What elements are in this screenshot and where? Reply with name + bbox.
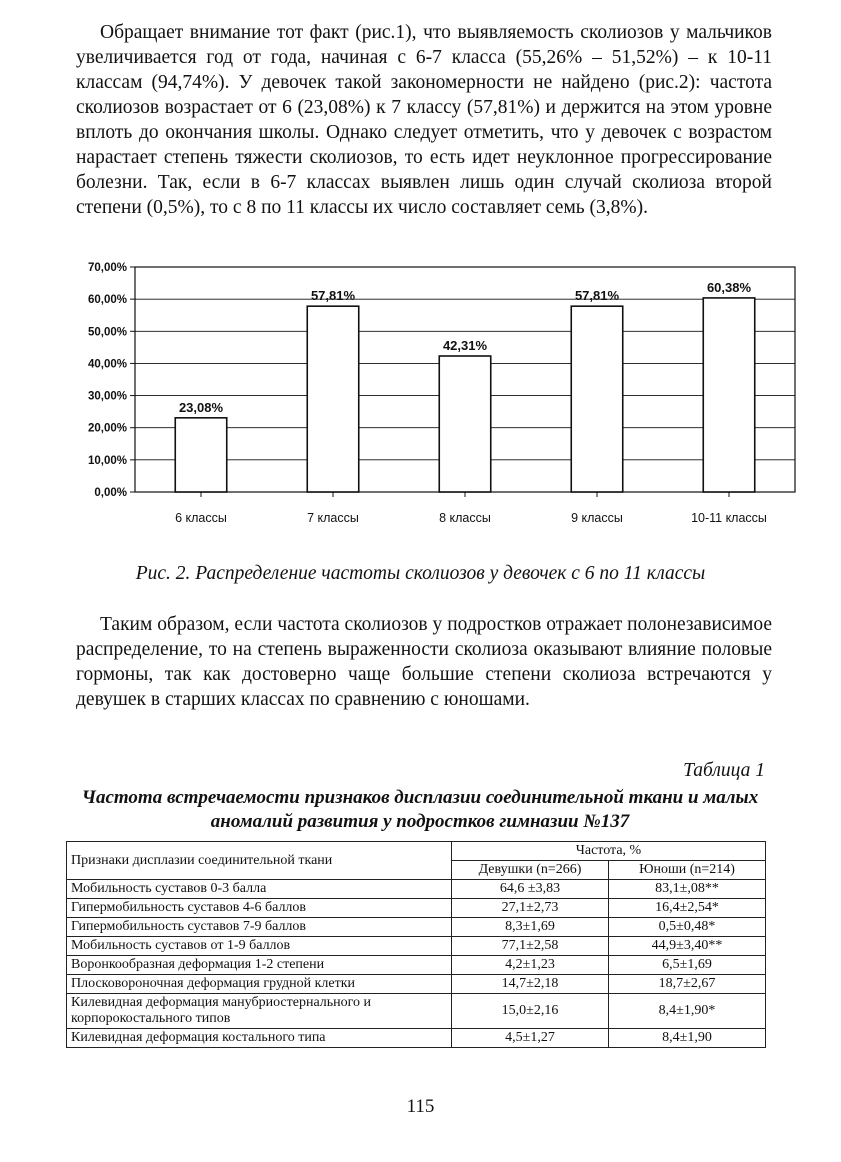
row-feature: Килевидная деформация костального типа	[67, 1029, 452, 1048]
row-feature: Килевидная деформация манубриостернального и корпорокостального типов	[67, 994, 452, 1029]
row-girls: 8,3±1,69	[452, 918, 609, 937]
table-row	[67, 937, 766, 956]
row-boys: 8,4±1,90	[609, 1029, 766, 1048]
x-tick-label: 9 классы	[571, 511, 623, 525]
header-boys: Юноши (n=214)	[609, 861, 766, 880]
row-boys: 83,1±,08**	[609, 880, 766, 899]
row-girls: 27,1±2,73	[452, 899, 609, 918]
data-table	[66, 841, 766, 1048]
table-row	[67, 880, 766, 899]
row-boys: 44,9±3,40**	[609, 937, 766, 956]
x-tick-label: 10-11 классы	[691, 511, 767, 525]
data-label: 42,31%	[442, 338, 488, 354]
y-tick-label: 70,00%	[87, 262, 127, 274]
x-tick-label: 6 классы	[175, 511, 227, 525]
x-tick-label: 8 классы	[439, 511, 491, 525]
table-row	[67, 1029, 766, 1048]
row-feature: Гипермобильность суставов 7-9 баллов	[67, 918, 452, 937]
bar	[439, 356, 490, 492]
paragraph-2: Таким образом, если частота сколиозов у подростков отражает полонезависимое распределение, то на степень выраженности сколиоза оказывают влияние половые гормоны, так как достоверно чаще большие степени сколиоза встречаются у девушек в старших классах по сравнению с юношами.	[76, 614, 772, 710]
table-row	[67, 956, 766, 975]
row-feature: Плосковороночная деформация грудной клетки	[67, 975, 452, 994]
table-title: Частота встречаемости признаков дисплазии соединительной ткани и малых аномалий развития у подростков гимназии №137	[81, 787, 759, 832]
row-girls: 77,1±2,58	[452, 937, 609, 956]
bar	[703, 298, 754, 492]
header-girls: Девушки (n=266)	[452, 861, 609, 880]
table-row	[67, 994, 766, 1029]
x-tick-label: 7 классы	[307, 511, 359, 525]
figure-caption: Рис. 2. Распределение частоты сколиозов у девочек с 6 по 11 классы	[135, 563, 706, 584]
bar	[307, 306, 358, 492]
y-tick-label: 60,00%	[87, 294, 127, 307]
header-frequency: Частота, %	[452, 842, 766, 861]
table-row	[67, 975, 766, 994]
row-boys: 16,4±2,54*	[609, 899, 766, 918]
table-label: Таблица 1	[683, 760, 765, 781]
row-boys: 18,7±2,67	[609, 975, 766, 994]
row-feature: Гипермобильность суставов 4-6 баллов	[67, 899, 452, 918]
y-tick-label: 50,00%	[87, 326, 127, 339]
data-label: 60,38%	[706, 279, 752, 295]
row-boys: 6,5±1,69	[609, 956, 766, 975]
row-feature: Мобильность суставов от 1-9 баллов	[67, 937, 452, 956]
y-tick-label: 40,00%	[87, 358, 127, 371]
bar	[571, 306, 622, 492]
data-label: 23,08%	[178, 399, 224, 415]
y-tick-label: 30,00%	[87, 390, 127, 403]
data-label: 57,81%	[310, 288, 356, 304]
bar-chart	[50, 255, 810, 555]
row-girls: 64,6 ±3,83	[452, 880, 609, 899]
y-tick-label: 20,00%	[87, 422, 127, 435]
y-tick-label: 0,00%	[94, 487, 127, 499]
table-row	[67, 918, 766, 937]
row-feature: Мобильность суставов 0-3 балла	[67, 880, 452, 899]
row-boys: 0,5±0,48*	[609, 918, 766, 937]
header-feature: Признаки дисплазии соединительной ткани	[67, 842, 452, 880]
row-feature: Воронкообразная деформация 1-2 степени	[67, 956, 452, 975]
y-tick-label: 10,00%	[87, 454, 127, 467]
data-label: 57,81%	[574, 288, 620, 304]
row-girls: 14,7±2,18	[452, 975, 609, 994]
paragraph-1: Обращает внимание тот факт (рис.1), что выявляемость сколиозов у мальчиков увеличивается год от года, начиная с 6-7 класса (55,26% – 51,52%) – к 10-11 классам (94,74%). У девочек такой закономерности не найдено (рис.2): частота сколиозов возрастает от 6 (23,08%) к 7 классу (57,81%) и держится на этом уровне вплоть до окончания школы. Однако следует отметить, что у девочек с возрастом нарастает степень тяжести сколиозов, то есть идет неуклонное прогрессирование болезни. Так, если в 6-7 классах выявлен лишь один случай сколиоза второй степени (0,5%), то с 8 по 11 классы их число составляет семь (3,8%).	[76, 22, 772, 218]
row-girls: 4,5±1,27	[452, 1029, 609, 1048]
row-girls: 4,2±1,23	[452, 956, 609, 975]
bar	[175, 418, 226, 492]
table-row	[67, 899, 766, 918]
page-number: 115	[406, 1096, 435, 1117]
row-boys: 8,4±1,90*	[609, 994, 766, 1029]
row-girls: 15,0±2,16	[452, 994, 609, 1029]
